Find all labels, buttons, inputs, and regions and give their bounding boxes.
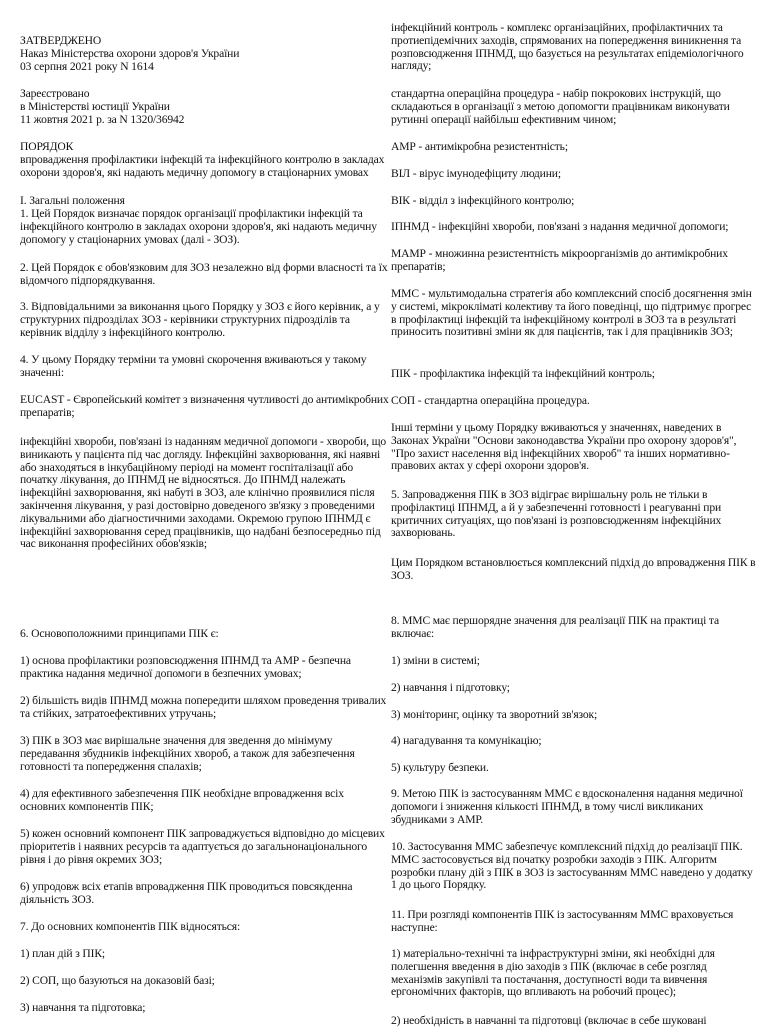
- definition-sop-full: стандартна операційна процедура - набір покрокових інструкцій, що складаються в організації з метою допомогти працівникам виконувати рутинні операції найбільш ефективним чином;: [391, 87, 730, 126]
- paragraph-2: 2. Цей Порядок є обов'язковим для ЗОЗ незалежно від форми власності та їх відомчого підпорядкування.: [20, 261, 388, 287]
- paragraph-11-item-2: 2) необхідність в навчанні та підготовці (включає в себе шуковані: [391, 1014, 707, 1027]
- order-name: Наказ Міністерства охорони здоров'я України: [20, 47, 240, 60]
- paragraph-10: 10. Застосування ММС забезпечує комплексний підхід до реалізації ПІК. ММС застосовується від початку розробки заходів з ПІК. Алгоритм розробки плану дій з ПІК в ЗОЗ із застосуванням ММС наведено у додатку 1 до цього Порядку.: [391, 840, 753, 892]
- paragraph-6-item-4: 4) для ефективного забезпечення ПІК необхідне впровадження всіх основних компонентів ПІК;: [20, 787, 344, 813]
- abbr-amr: АМР - антимікробна резистентність;: [391, 140, 568, 153]
- paragraph-6-item-3: 3) ПІК в ЗОЗ має вирішальне значення для зведення до мінімуму передавання збудників інфекційних хвороб, а також для забезпечення готовності та попередження спалахів;: [20, 734, 355, 773]
- document-subtitle: впровадження профілактики інфекцій та інфекційного контролю в закладах охорони здоров'я, які надають медичну допомогу в стаціонарних умовах: [20, 153, 385, 179]
- paragraph-8-item-3: 3) моніторинг, оцінку та зворотний зв'язок;: [391, 708, 598, 721]
- paragraph-8-item-5: 5) культуру безпеки.: [391, 761, 489, 774]
- section-heading: I. Загальні положення: [20, 194, 125, 207]
- registered-date: 11 жовтня 2021 р. за N 1320/36942: [20, 113, 185, 126]
- paragraph-8-item-4: 4) нагадування та комунікацію;: [391, 734, 542, 747]
- paragraph-6-item-2: 2) більшість видів ІПНМД можна попередити шляхом проведення тривалих та стійких, затратоефективних утручань;: [20, 694, 387, 720]
- paragraph-6-item-1: 1) основа профілактики розповсюдження ІПНМД та АМР - безпечна практика надання медичної допомоги в безпечних умовах;: [20, 654, 351, 680]
- abbr-sop: СОП - стандартна операційна процедура.: [391, 394, 590, 407]
- paragraph-7: 7. До основних компонентів ПІК відносяться:: [20, 920, 241, 933]
- document-title: ПОРЯДОК: [20, 140, 74, 153]
- complex-approach-paragraph: Цим Порядком встановлюється комплексний підхід до впровадження ПІК в ЗОЗ.: [391, 556, 756, 582]
- definition-ipnmd-full: інфекційні хвороби, пов'язані із наданням медичної допомоги - хвороби, що виникають у пацієнта під час догляду. Інфекційні захворювання, які наявні або знаходяться в інкубаційному періоді на момент госпіталізації або початку лікування, до ІПНМД не відносяться. До ІПНМД належать інфекційні захворювання, які набуті в ЗОЗ, але клінічно проявилися після закінчення лікування, у разі достовірно доведеного зв'язку з проведеними лікувальними або діагностичними заходами. Окремою групою ІПНМД є інфекційні захворювання серед працівників, що надбані безпосередньо під час виконання професійних обов'язків;: [20, 435, 387, 551]
- paragraph-5: 5. Запровадження ПІК в ЗОЗ відіграє вирішальну роль не тільки в профілактиці ІПНМД, а й у забезпеченні готовності і реагуванні при критичних ситуаціях, що пов'язані із розповсюдженням інфекційних захворювань.: [391, 488, 722, 540]
- abbr-pik: ПІК - профілактика інфекцій та інфекційний контроль;: [391, 367, 655, 380]
- paragraph-8-item-1: 1) зміни в системі;: [391, 654, 480, 667]
- paragraph-7-item-2: 2) СОП, що базуються на доказовій базі;: [20, 974, 215, 987]
- other-terms-paragraph: Інші терміни у цьому Порядку вживаються у значеннях, наведених в Законах України "Основи законодавства України про охорону здоров'я", "Про захист населення від інфекційних хвороб" та інших нормативно-правових актах у сфері охорони здоров'я.: [391, 421, 737, 473]
- paragraph-7-item-1: 1) план дій з ПІК;: [20, 947, 105, 960]
- paragraph-7-item-3: 3) навчання та підготовка;: [20, 1001, 146, 1014]
- paragraph-8: 8. ММС має першорядне значення для реалізації ПІК на практиці та включає:: [391, 614, 719, 640]
- abbr-vil: ВІЛ - вірус імунодефіциту людини;: [391, 167, 561, 180]
- paragraph-11-item-1: 1) матеріально-технічні та інфраструктурні зміни, які необхідні для полегшення введення в дію заходів з ПІК (включає в себе розгляд механізмів закупівлі та постачання, доступності води та вивчення ергономічних факторів, що впливають на робочий процес);: [391, 947, 715, 999]
- abbr-mamr: МАМР - множинна резистентність мікроорганізмів до антимікробних препаратів;: [391, 247, 728, 273]
- definition-eucast: EUCAST - Європейський комітет з визначення чутливості до антимікробних препаратів;: [20, 393, 389, 419]
- definition-infection-control: інфекційний контроль - комплекс організаційних, профілактичних та протиепідемічних заходів, спрямованих на попередження виникнення та розповсюдження ІПНМД, що базується на результатах епідеміологічного нагляду;: [391, 21, 744, 73]
- approved-label: ЗАТВЕРДЖЕНО: [20, 34, 102, 47]
- registered-where: в Міністерстві юстиції України: [20, 100, 170, 113]
- paragraph-3: 3. Відповідальними за виконання цього Порядку у ЗОЗ є його керівник, а у структурних підрозділах ЗОЗ - керівники структурних підрозділів та керівник відділу з інфекційного контролю.: [20, 300, 380, 339]
- paragraph-11: 11. При розгляді компонентів ПІК із застосуванням ММС враховується наступне:: [391, 908, 734, 934]
- paragraph-6: 6. Основоположними принципами ПІК є:: [20, 627, 219, 640]
- paragraph-6-item-6: 6) упродовж всіх етапів впровадження ПІК проводиться повсякденна діяльність ЗОЗ.: [20, 880, 353, 906]
- paragraph-9: 9. Метою ПІК із застосуванням ММС є вдосконалення надання медичної допомоги і зниження кількості ІПНМД, в тому числі викликаних збудниками з АМР.: [391, 787, 743, 826]
- order-date: 03 серпня 2021 року N 1614: [20, 60, 154, 73]
- paragraph-1: 1. Цей Порядок визначає порядок організації профілактики інфекцій та інфекційного контролю в закладах охорони здоров'я, які надають медичну допомогу у стаціонарних умовах (далі - ЗОЗ).: [20, 207, 377, 246]
- paragraph-6-item-5: 5) кожен основний компонент ПІК запроваджується відповідно до місцевих пріоритетів і наявних ресурсів та адаптується до загальнонаціонального рівня і до рівня окремих ЗОЗ;: [20, 827, 385, 866]
- abbr-ipnmd: ІПНМД - інфекційні хвороби, пов'язані з надання медичної допомоги;: [391, 220, 729, 233]
- abbr-vik: ВІК - відділ з інфекційного контролю;: [391, 194, 575, 207]
- abbr-mms: ММС - мультимодальна стратегія або комплексний спосіб досягнення змін у системі, мікрокліматі колективу та його поведінці, що підтримує прогрес в профілактиці інфекцій та інфекційному контролі в ЗОЗ та в результаті приносить позитивні зміни як для пацієнтів, так і для працівників ЗОЗ;: [391, 287, 752, 339]
- registered-label: Зареєстровано: [20, 87, 90, 100]
- paragraph-4: 4. У цьому Порядку терміни та умовні скорочення вживаються у такому значенні:: [20, 353, 367, 379]
- paragraph-8-item-2: 2) навчання і підготовку;: [391, 681, 510, 694]
